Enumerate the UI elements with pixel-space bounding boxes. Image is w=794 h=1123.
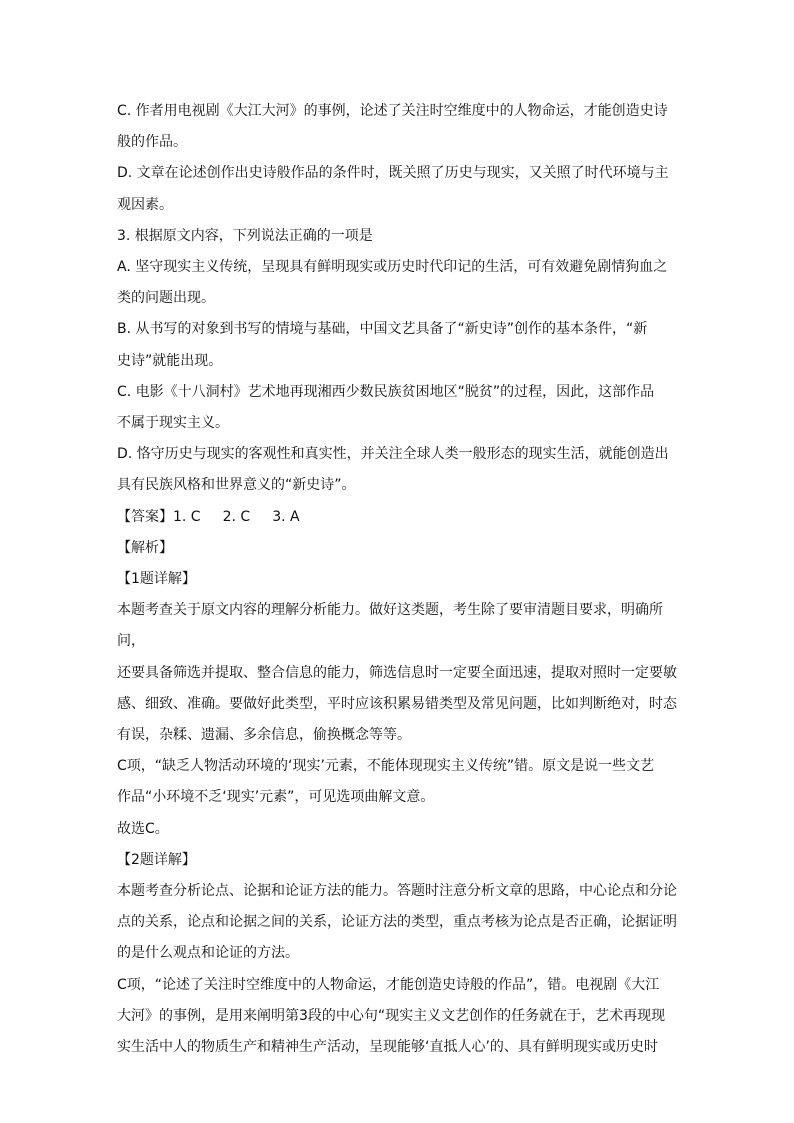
text-line: 史诗”就能出现。 [117,352,223,369]
text-line: 本题考查关于原文内容的理解分析能力。做好这类题，考生除了要审清题目要求，明确所问， [117,602,663,650]
answer-item: 1. C [173,508,201,525]
text-line: 作品“小环境不乏‘现实’元素”，可见选项曲解文意。 [117,789,435,806]
answer-item: 2. C [222,508,251,525]
text-line: 观因素。 [117,196,173,213]
answer-item: 3. A [272,508,300,525]
text-line: A. 坚守现实主义传统，呈现具有鲜明现实或历史时代印记的生活，可有效避免剧情狗血之 [117,259,668,276]
document-content [117,96,677,1063]
text-line: 大河》的事例，是用来阐明第3段的中心句“现实主义文艺创作的任务就在于，艺术再现现 [117,1007,666,1024]
text-line: C项，“论述了关注时空维度中的人物命运，才能创造史诗般的作品”，错。电视剧《大江 [117,976,660,993]
question-3-stem: 3. 根据原文内容，下列说法正确的一项是 [117,227,373,244]
answer-line [117,502,677,533]
text-line: 感、细致、准确。要做好此类型，平时应该积累易错类型及常见问题，比如判断绝对，时态 [117,695,677,712]
q2-detail-tag: 【2题详解】 [117,851,196,868]
analysis-tag: 【解析】 [117,539,173,556]
text-line: 本题考查分析论点、论据和论证方法的能力。答题时注意分析文章的思路，中心论点和分论 [117,883,677,900]
text-line: C. 作者用电视剧《大江大河》的事例，论述了关注时空维度中的人物命运，才能创造史诗 [117,103,668,119]
text-line: B. 从书写的对象到书写的情境与基础，中国文艺具备了“新史诗”创作的基本条件，“新 [117,321,648,338]
text-line: 点的关系，论点和论据之间的关系，论证方法的类型，重点考核为论点是否正确，论据证明 [117,914,677,931]
text-line: 实生活中人的物质生产和精神生产活动，呈现能够‘直抵人心’的、具有鲜明现实或历史时 [117,1039,658,1056]
text-line: 不属于现实主义。 [117,415,229,432]
text-line: D. 恪守历史与现实的客观性和真实性，并关注全球人类一般形态的现实生活，就能创造出 [117,446,669,463]
text-line: C项，“缺乏人物活动环境的‘现实’元素，不能体现现实主义传统”错。原文是说一些文艺 [117,758,655,775]
text-line: 具有民族风格和世界意义的“新史诗”。 [117,477,356,494]
text-line: 还要具备筛选并提取、整合信息的能力，筛选信息时一定要全面迅速，提取对照时一定要敏 [117,664,677,681]
text-line: C. 电影《十八洞村》艺术地再现湘西少数民族贫困地区“脱贫”的过程，因此，这部作品 [117,383,655,400]
text-line: 有误，杂糅、遗漏、多余信息，偷换概念等等。 [117,727,411,744]
text-line: D. 文章在论述创作出史诗般作品的条件时，既关照了历史与现实，又关照了时代环境与主 [117,165,669,182]
q1-detail-tag: 【1题详解】 [117,571,196,588]
text-line: 类的问题出现。 [117,290,215,307]
text-line: 的是什么观点和论证的方法。 [117,945,299,962]
text-line: 故选C。 [117,820,169,837]
text-line: 般的作品。 [117,134,187,151]
answer-tag: 【答案】 [117,508,173,525]
